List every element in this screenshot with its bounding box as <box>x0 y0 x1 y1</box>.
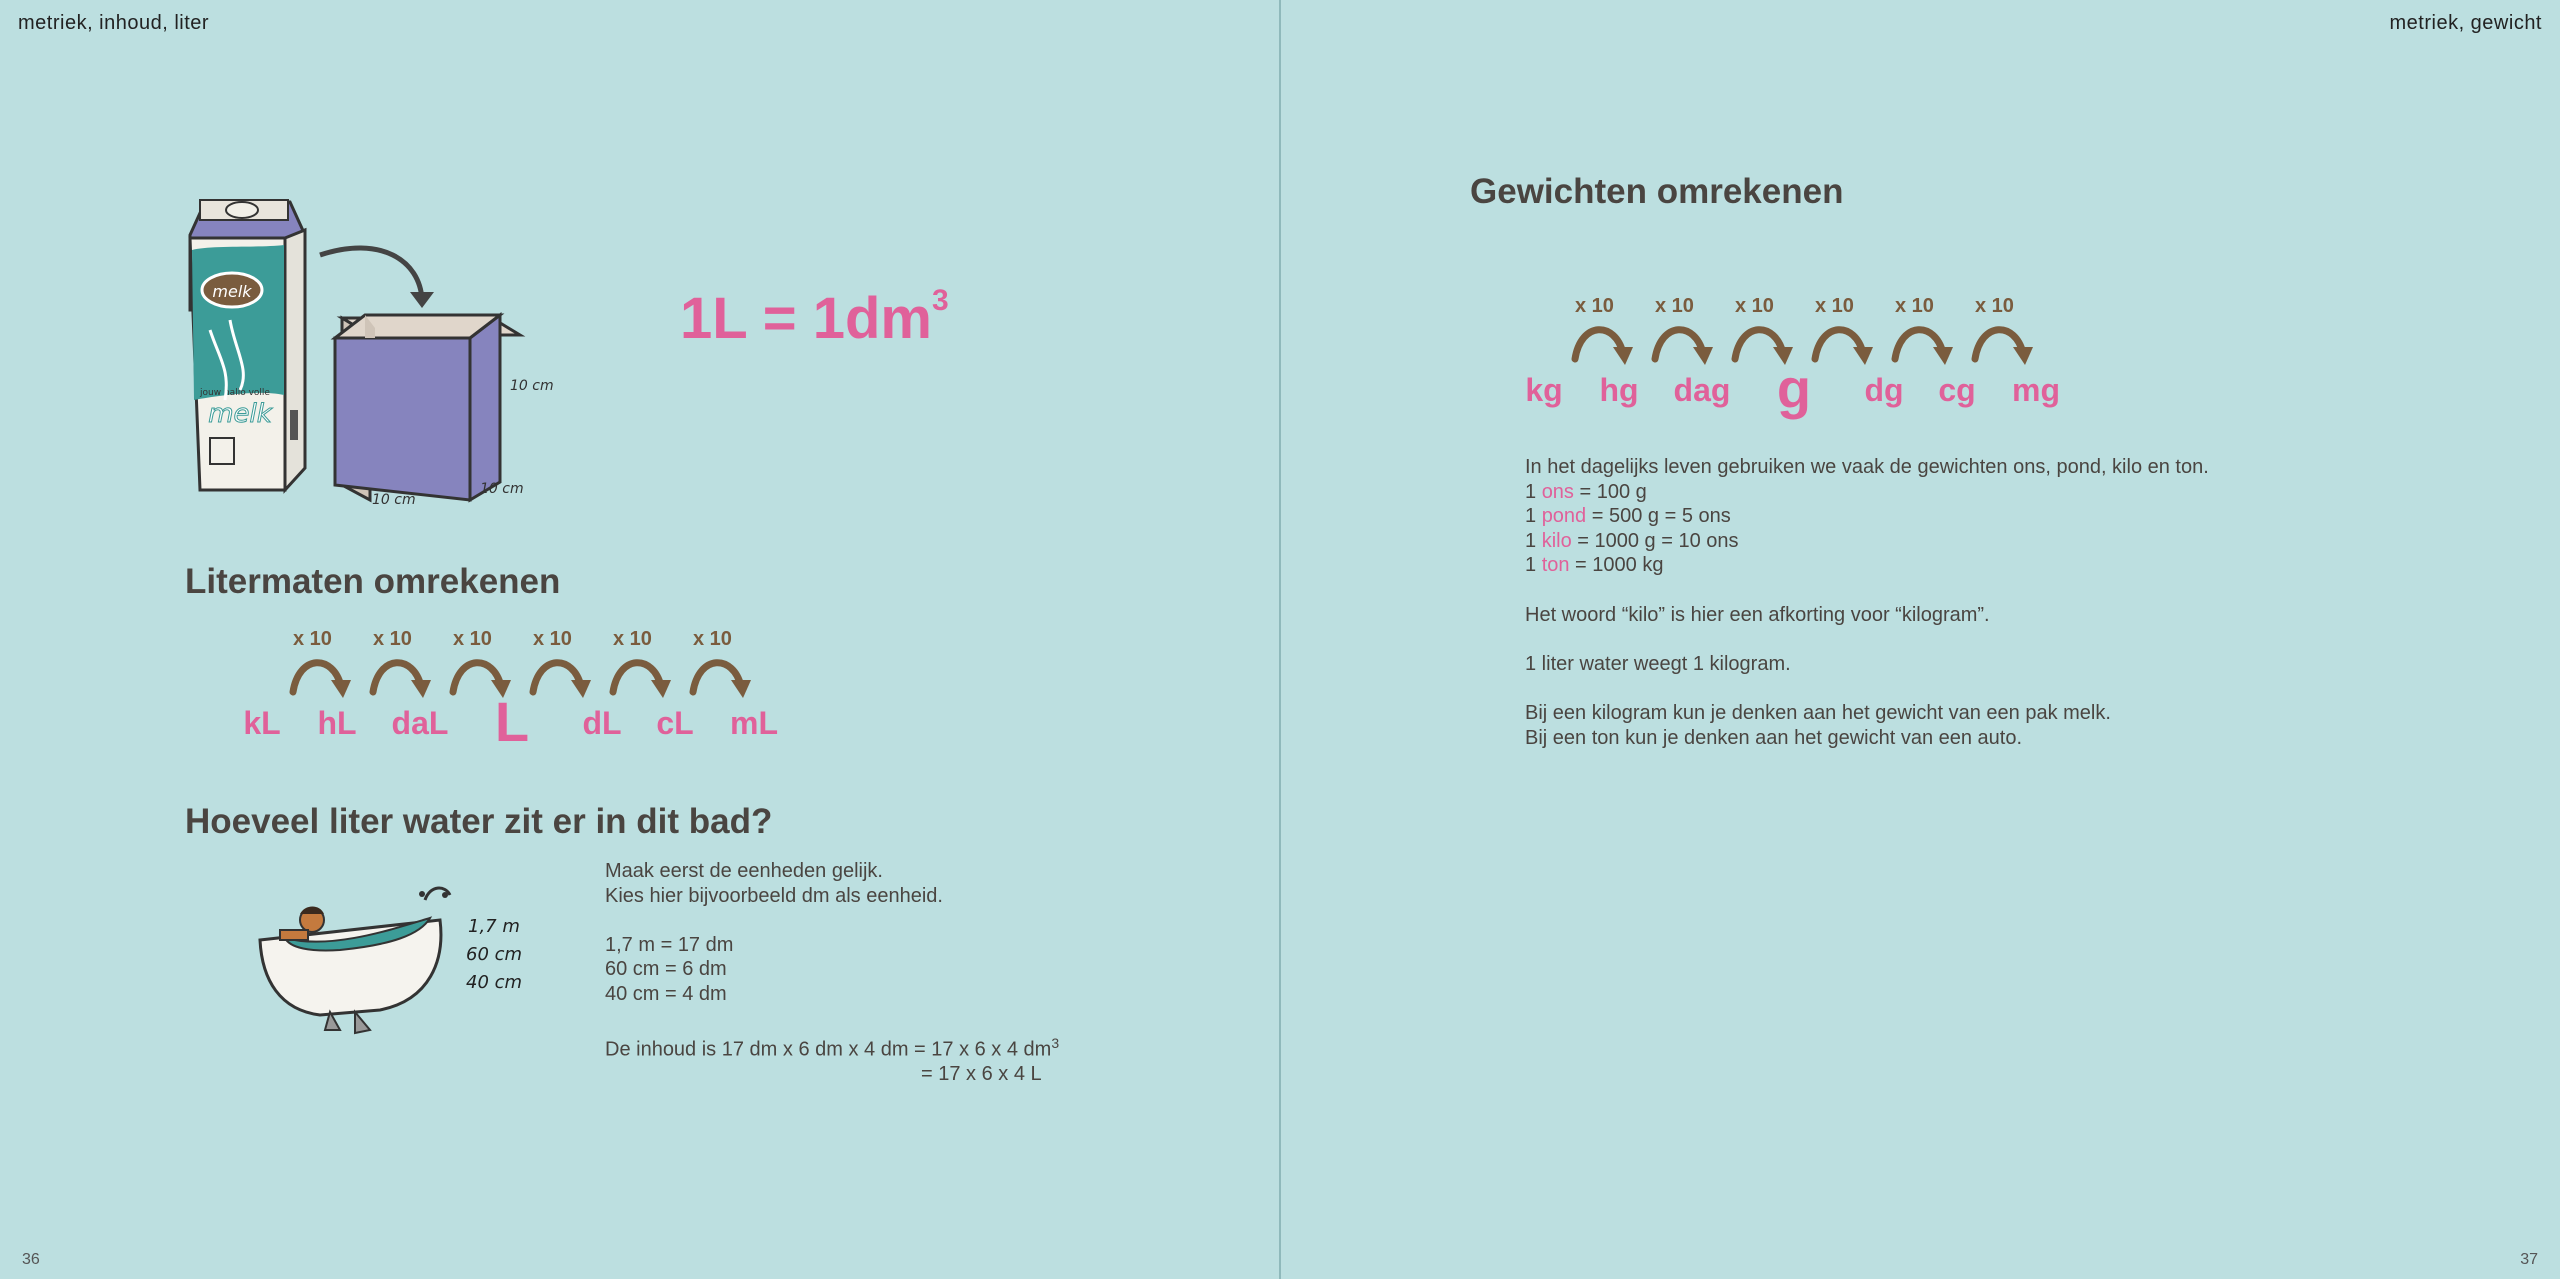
kilo-word: kilo <box>1541 529 1572 552</box>
weight-scale-unit: kg <box>1525 372 1563 408</box>
carton-label-bottom: melk <box>208 399 272 429</box>
heading-litermaten: Litermaten omrekenen <box>185 562 561 601</box>
cube-box-icon <box>335 315 520 500</box>
bath-text-exponent: 3 <box>1051 1035 1060 1052</box>
bathtub-icon <box>260 888 450 1033</box>
left-page-header: metriek, inhoud, liter <box>18 12 210 34</box>
liter-dm3-formula <box>680 285 949 352</box>
ons-line: 1 ons = 100 g <box>1525 480 1647 503</box>
weight-scale-unit: hg <box>1599 372 1639 408</box>
bath-text-line: Maak eerst de eenheden gelijk. <box>605 860 883 882</box>
bath-text-line: 1,7 m = 17 dm <box>605 933 734 956</box>
left-page-number: 36 <box>22 1251 40 1268</box>
liter-scale-arrow-icon <box>605 650 675 700</box>
bathtub-illustration <box>250 880 550 1040</box>
weight-scale-unit: dg <box>1864 372 1904 408</box>
liter-scale-arrow-icon <box>365 650 435 700</box>
ton-line: 1 ton = 1000 kg <box>1525 554 1664 577</box>
bath-label-width: 60 cm <box>466 944 523 965</box>
bath-text-line: De inhoud is 17 dm x 6 dm x 4 dm = 17 x 6 x 4 $dm^3$ <box>605 1035 1060 1061</box>
weight-intro: In het dagelijks leven gebruiken we vaak de gewichten ons, pond, kilo en ton. <box>1525 456 2209 478</box>
bath-text-line: Kies hier bijvoorbeeld dm als eenheid. <box>605 884 943 907</box>
transfer-arrow <box>320 248 422 300</box>
weight-scale-multiplier: x 10 <box>1815 295 1854 317</box>
weight-scale-multiplier: x 10 <box>1975 295 2014 317</box>
milk-carton-to-box-illustration <box>180 190 560 520</box>
weight-scale-unit: mg <box>2012 372 2060 408</box>
liter-scale-unit: hL <box>317 705 357 741</box>
carton-label-top: melk <box>212 282 252 301</box>
formula-main: 1L = 1dm <box>680 286 932 351</box>
bath-text-line: 60 cm = 6 dm <box>605 958 727 981</box>
milk-carton-icon <box>190 200 305 490</box>
weight-scale-multiplier: x 10 <box>1895 295 1934 317</box>
liter-scale-multiplier: x 10 <box>613 628 652 650</box>
box-label-depth: 10 cm <box>480 481 524 497</box>
right-page <box>1280 0 2560 1279</box>
weight-scale-multiplier: x 10 <box>1655 295 1694 317</box>
liter-scale-unit: cL <box>656 705 694 741</box>
weight-scale-arrow-icon <box>1887 317 1957 367</box>
right-page-number: 37 <box>2520 1251 2538 1268</box>
kilo-note: Het woord “kilo” is hier een afkorting voor “kilogram”. <box>1525 603 1990 626</box>
water-note: 1 liter water weegt 1 kilogram. <box>1525 652 1791 675</box>
liter-scale-multiplier: x 10 <box>453 628 492 650</box>
weight-scale-arrow-icon <box>1967 317 2037 367</box>
pond-line: 1 pond = 500 g = 5 ons <box>1525 505 1731 528</box>
kilo-line: 1 kilo = 1000 g = 10 ons <box>1525 529 1739 552</box>
weight-scale-multiplier: x 10 <box>1575 295 1614 317</box>
bath-text-line: 40 cm = 4 dm <box>605 982 727 1005</box>
bath-text-line: = 17 x 6 x 4 L <box>921 1063 1042 1086</box>
weight-explanation-text <box>1525 455 2209 750</box>
liter-scale-arrow-icon <box>285 650 355 700</box>
carton-small-text: jouw hallo volle <box>200 388 270 398</box>
weight-scale-arrow-icon <box>1647 317 1717 367</box>
weight-scale-unit: cg <box>1938 372 1976 408</box>
liter-scale-multiplier: x 10 <box>293 628 332 650</box>
milk-note: Bij een kilogram kun je denken aan het gewicht van een pak melk. <box>1525 701 2111 724</box>
liter-scale-unit: L <box>494 690 530 753</box>
liter-scale-arrow-icon <box>685 650 755 700</box>
ons-word: ons <box>1541 480 1574 503</box>
heading-gewichten: Gewichten omrekenen <box>1470 172 1844 211</box>
formula-exponent: 3 <box>932 283 949 317</box>
liter-scale-unit: dL <box>582 705 622 741</box>
liter-scale-arrow-icon <box>525 650 595 700</box>
liter-scale-unit: daL <box>391 705 449 741</box>
weight-scale-arrow-icon <box>1567 317 1637 367</box>
liter-scale-multiplier: x 10 <box>693 628 732 650</box>
car-note: Bij een ton kun je denken aan het gewicht van een auto. <box>1525 726 2023 749</box>
right-page-header: metriek, gewicht <box>2389 12 2542 34</box>
weight-scale-unit: dag <box>1673 372 1731 408</box>
liter-scale-unit: mL <box>730 705 778 741</box>
box-label-height: 10 cm <box>510 378 554 394</box>
liter-scale-multiplier: x 10 <box>533 628 572 650</box>
weight-scale-arrow-icon <box>1807 317 1877 367</box>
ton-word: ton <box>1541 554 1570 577</box>
bath-calculation-text <box>605 859 1059 1087</box>
bath-label-length: 1,7 m <box>468 916 520 937</box>
bath-label-height: 40 cm <box>466 972 523 993</box>
weight-scale-multiplier: x 10 <box>1735 295 1774 317</box>
pond-word: pond <box>1541 505 1587 528</box>
heading-bad: Hoeveel liter water zit er in dit bad? <box>185 802 773 841</box>
liter-scale-multiplier: x 10 <box>373 628 412 650</box>
weight-scale-unit: g <box>1776 357 1812 420</box>
box-label-width: 10 cm <box>372 492 416 508</box>
liter-scale-unit: kL <box>243 705 281 741</box>
